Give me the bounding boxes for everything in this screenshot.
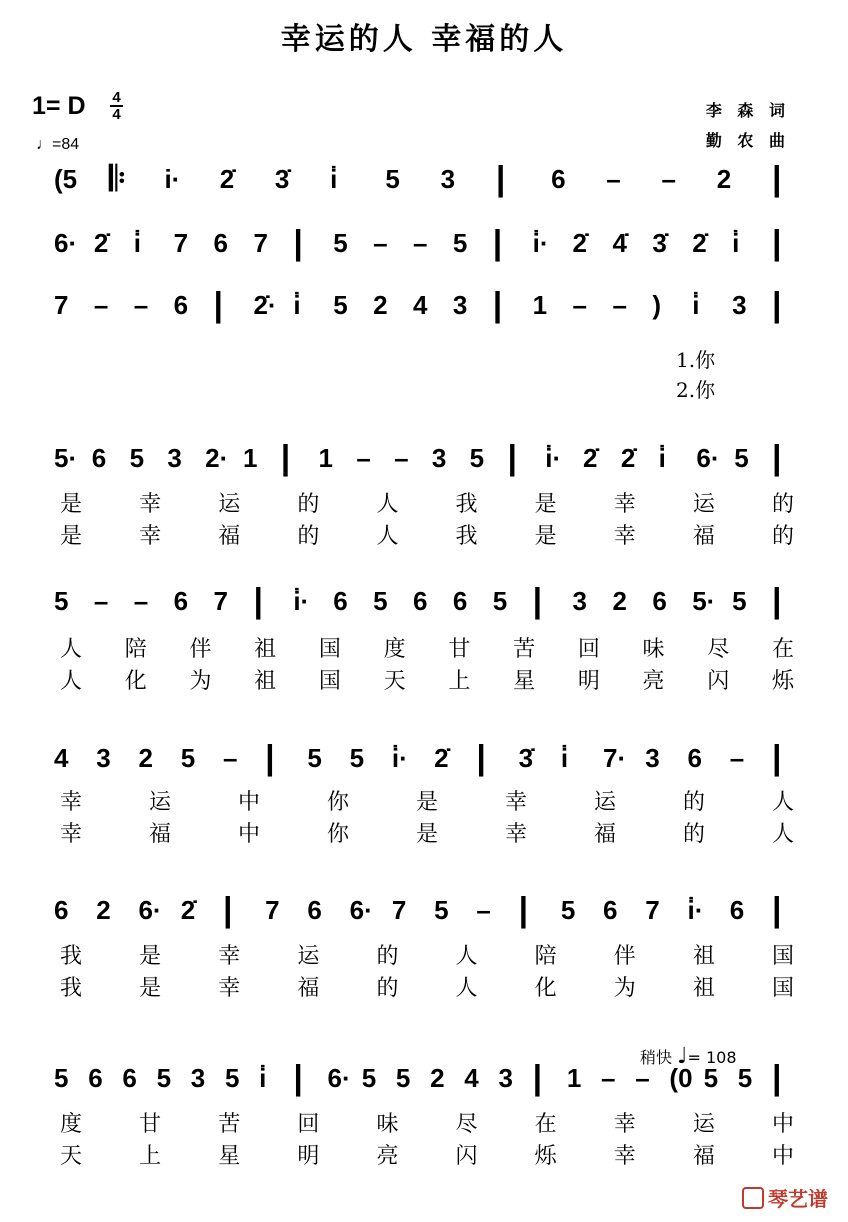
lyric-syllable: 的 bbox=[297, 492, 320, 517]
note: 1 bbox=[566, 1063, 582, 1093]
lyric-syllable: 亮 bbox=[642, 669, 665, 694]
note: i̇ bbox=[560, 743, 569, 773]
note: 6 bbox=[173, 290, 189, 320]
note: i̇ bbox=[133, 228, 141, 258]
barline: | bbox=[772, 439, 782, 477]
lyric-syllable: 苦 bbox=[513, 637, 536, 662]
note: – bbox=[356, 443, 371, 473]
song-title: 幸运的人 幸福的人 bbox=[280, 22, 568, 57]
barline: | bbox=[772, 1059, 782, 1097]
lyric-syllable: 为 bbox=[189, 669, 212, 694]
note: i̇ bbox=[330, 164, 338, 194]
note: 6 bbox=[54, 895, 69, 925]
note: 6 bbox=[213, 228, 229, 258]
note: 5 bbox=[452, 228, 468, 258]
barline: | bbox=[492, 224, 503, 262]
note: i̇· bbox=[293, 586, 310, 616]
lyricist-credit: 李 森 词 bbox=[705, 101, 790, 120]
barline: | bbox=[772, 891, 782, 929]
note: ) bbox=[652, 290, 661, 320]
note: – bbox=[93, 586, 109, 616]
note: 7· bbox=[603, 743, 627, 773]
tempo-marking bbox=[36, 136, 79, 154]
score-line bbox=[0, 160, 848, 224]
lyric-syllable: 幸 bbox=[505, 822, 528, 847]
note: 2̇ bbox=[434, 743, 449, 773]
lyric-syllable: 你 bbox=[327, 822, 350, 847]
note: 5 bbox=[224, 1063, 240, 1093]
note: 5 bbox=[54, 1063, 69, 1093]
note: 3 bbox=[190, 1063, 206, 1093]
note: 3 bbox=[431, 443, 447, 473]
lyric-syllable: 人 bbox=[376, 492, 399, 517]
note: – bbox=[606, 164, 621, 194]
lyric-syllable: 幸 bbox=[613, 524, 636, 549]
note: 5 bbox=[560, 895, 576, 925]
barline: | bbox=[265, 739, 275, 777]
note: 5 bbox=[385, 164, 400, 194]
note: 5· bbox=[692, 586, 716, 616]
lyric-syllable: 幸 bbox=[139, 524, 162, 549]
barline: | bbox=[772, 286, 782, 324]
note: 5 bbox=[492, 586, 508, 616]
lyric-syllable: 是 bbox=[416, 822, 439, 847]
note: i̇ bbox=[259, 1063, 267, 1093]
watermark bbox=[742, 1183, 828, 1212]
note: 4 bbox=[464, 1063, 479, 1093]
note: – bbox=[661, 164, 676, 194]
note: 5 bbox=[333, 228, 348, 258]
barline: | bbox=[532, 1059, 543, 1097]
lyric-syllable: 我 bbox=[60, 976, 83, 1001]
note: 3 bbox=[440, 164, 456, 194]
barline: | bbox=[532, 582, 543, 620]
note: – bbox=[394, 443, 409, 473]
lyric-syllable: 闪 bbox=[707, 669, 730, 694]
lyric-syllable: 的 bbox=[376, 944, 399, 969]
lyric-syllable: 闪 bbox=[455, 1144, 478, 1169]
lyric-syllable: 国 bbox=[772, 944, 795, 969]
lyric-syllable: 祖 bbox=[692, 976, 715, 1001]
lyric-syllable: 星 bbox=[513, 669, 536, 694]
note: 5 bbox=[734, 443, 749, 473]
note: 5 bbox=[361, 1063, 377, 1093]
lyric-syllable: 运 bbox=[692, 492, 715, 517]
lyric-syllable: 化 bbox=[124, 669, 147, 694]
barline: | bbox=[213, 286, 224, 324]
lyric-syllable: 陪 bbox=[124, 637, 147, 662]
note: 6· bbox=[54, 228, 78, 258]
note: – bbox=[413, 228, 428, 258]
lyric-syllable: 祖 bbox=[254, 669, 277, 694]
barline: 𝄆 bbox=[109, 160, 126, 198]
barline: | bbox=[253, 582, 263, 620]
lyric-syllable: 我 bbox=[455, 492, 478, 517]
lyric-syllable: 人 bbox=[455, 976, 478, 1001]
lyric-syllable: 烁 bbox=[772, 669, 795, 694]
note: i̇· bbox=[391, 743, 408, 773]
note: 7 bbox=[391, 895, 407, 925]
lyric-syllable: 幸 bbox=[218, 976, 241, 1001]
volta-first-ending: 1.你 bbox=[676, 348, 716, 372]
note: i· bbox=[164, 164, 181, 194]
lyric-syllable: 福 bbox=[218, 524, 241, 549]
lyric-syllable: 幸 bbox=[505, 790, 528, 815]
lyric-syllable: 祖 bbox=[254, 637, 277, 662]
note: 7 bbox=[173, 228, 189, 258]
lyric-syllable: 幸 bbox=[60, 822, 83, 847]
lyric-syllable: 国 bbox=[772, 976, 795, 1001]
note: – bbox=[373, 228, 388, 258]
lyric-syllable: 我 bbox=[60, 944, 83, 969]
note: 6 bbox=[88, 1063, 103, 1093]
lyric-syllable: 福 bbox=[297, 976, 320, 1001]
note: 7 bbox=[213, 586, 229, 616]
note: 5 bbox=[333, 290, 348, 320]
note: 6 bbox=[307, 895, 322, 925]
note: 4 bbox=[54, 743, 69, 773]
lyric-syllable: 幸 bbox=[613, 1112, 636, 1137]
lyric-syllable: 上 bbox=[139, 1144, 162, 1169]
lyric-syllable: 尽 bbox=[455, 1112, 478, 1137]
lyric-syllable: 味 bbox=[376, 1112, 399, 1137]
note: 7 bbox=[54, 290, 69, 320]
lyric-syllable: 幸 bbox=[613, 492, 636, 517]
lyric-syllable: 福 bbox=[692, 524, 715, 549]
lyric-syllable: 的 bbox=[376, 976, 399, 1001]
note: – bbox=[612, 290, 627, 320]
lyric-syllable: 运 bbox=[297, 944, 320, 969]
lyric-syllable: 国 bbox=[318, 669, 341, 694]
score-line bbox=[0, 1059, 848, 1169]
note: 3 bbox=[572, 586, 588, 616]
note: 5 bbox=[156, 1063, 172, 1093]
speed-change-value: = 108 bbox=[687, 1048, 737, 1067]
lyric-syllable: 人 bbox=[60, 637, 83, 662]
note: 2 bbox=[430, 1063, 445, 1093]
note: 2 bbox=[373, 290, 388, 320]
barline: | bbox=[772, 582, 782, 620]
note: 3 bbox=[732, 290, 747, 320]
note: 4̇ bbox=[612, 228, 627, 258]
lyric-syllable: 回 bbox=[577, 637, 600, 662]
note: i̇ bbox=[293, 290, 301, 320]
note: 6 bbox=[603, 895, 618, 925]
lyric-syllable: 是 bbox=[534, 492, 557, 517]
lyric-syllable: 运 bbox=[218, 492, 241, 517]
lyric-syllable: 甘 bbox=[139, 1112, 162, 1137]
note: i̇ bbox=[658, 443, 666, 473]
note: – bbox=[572, 290, 588, 320]
lyric-syllable: 回 bbox=[297, 1112, 320, 1137]
note: 7 bbox=[645, 895, 660, 925]
lyric-syllable: 幸 bbox=[60, 790, 83, 815]
lyric-syllable: 上 bbox=[448, 669, 471, 694]
note: 5 bbox=[307, 743, 322, 773]
note: 5· bbox=[54, 443, 78, 473]
lyric-syllable: 的 bbox=[772, 492, 795, 517]
note: 4 bbox=[413, 290, 428, 320]
lyric-syllable: 陪 bbox=[534, 944, 557, 969]
note: 6 bbox=[333, 586, 348, 616]
note: 2̇ bbox=[692, 228, 707, 258]
note: i̇· bbox=[545, 443, 562, 473]
lyric-syllable: 度 bbox=[383, 637, 406, 662]
key-signature: 1= D bbox=[32, 92, 86, 120]
note: 1 bbox=[532, 290, 548, 320]
quarter-note-icon: ♩ bbox=[36, 136, 52, 153]
lyric-syllable: 福 bbox=[594, 822, 617, 847]
note: – bbox=[729, 743, 745, 773]
note: 5 bbox=[732, 586, 747, 616]
lyric-syllable: 是 bbox=[534, 524, 557, 549]
lyric-syllable: 国 bbox=[318, 637, 341, 662]
barline: | bbox=[293, 1059, 303, 1097]
lyric-syllable: 度 bbox=[60, 1112, 83, 1137]
note: 6· bbox=[349, 895, 373, 925]
lyric-syllable: 幸 bbox=[613, 1144, 636, 1169]
lyric-syllable: 天 bbox=[60, 1144, 83, 1169]
lyric-syllable: 在 bbox=[534, 1112, 557, 1137]
note: 2̇ bbox=[93, 228, 109, 258]
lyric-syllable: 为 bbox=[613, 976, 636, 1001]
lyric-syllable: 幸 bbox=[139, 492, 162, 517]
note: 6 bbox=[687, 743, 702, 773]
lyric-syllable: 中 bbox=[772, 1112, 795, 1137]
lyric-syllable: 明 bbox=[577, 669, 600, 694]
note: – bbox=[476, 895, 491, 925]
lyric-syllable: 是 bbox=[139, 976, 162, 1001]
lyric-syllable: 人 bbox=[376, 524, 399, 549]
lyric-syllable: 的 bbox=[772, 524, 795, 549]
note: 3̇ bbox=[274, 164, 290, 194]
note: 3̇ bbox=[518, 743, 534, 773]
lyric-syllable: 的 bbox=[297, 524, 320, 549]
lyric-syllable: 你 bbox=[327, 790, 350, 815]
note: 6 bbox=[729, 895, 745, 925]
note: 3 bbox=[452, 290, 468, 320]
note: 3̇ bbox=[652, 228, 667, 258]
note: (5 bbox=[54, 164, 78, 194]
lyric-syllable: 是 bbox=[416, 790, 439, 815]
note: 5 bbox=[54, 586, 69, 616]
note: 5 bbox=[349, 743, 365, 773]
note: 1 bbox=[242, 443, 258, 473]
note: – bbox=[601, 1063, 616, 1093]
lyric-syllable: 福 bbox=[692, 1144, 715, 1169]
lyric-syllable: 人 bbox=[772, 790, 795, 815]
lyric-syllable: 甘 bbox=[448, 637, 471, 662]
note: – bbox=[635, 1063, 650, 1093]
note: 7 bbox=[253, 228, 268, 258]
note: 2 bbox=[716, 164, 732, 194]
volta-second-ending: 2.你 bbox=[676, 378, 716, 402]
barline: | bbox=[492, 286, 503, 324]
lyric-syllable: 在 bbox=[772, 637, 795, 662]
note: 6 bbox=[413, 586, 428, 616]
note: 2̇· bbox=[253, 290, 277, 320]
lyric-syllable: 祖 bbox=[692, 944, 715, 969]
lyric-syllable: 运 bbox=[692, 1112, 715, 1137]
note: 5 bbox=[373, 586, 388, 616]
lyric-syllable: 星 bbox=[218, 1144, 241, 1169]
barline: | bbox=[280, 439, 291, 477]
time-signature-bottom: 4 bbox=[112, 106, 121, 123]
lyric-syllable: 亮 bbox=[376, 1144, 399, 1169]
lyric-syllable: 尽 bbox=[707, 637, 730, 662]
logo-icon bbox=[742, 1187, 764, 1209]
lyric-syllable: 中 bbox=[238, 822, 261, 847]
note: 6· bbox=[327, 1063, 351, 1093]
lyric-syllable: 幸 bbox=[218, 944, 241, 969]
note: 6 bbox=[551, 164, 566, 194]
lyric-syllable: 我 bbox=[455, 524, 478, 549]
lyric-syllable: 的 bbox=[683, 790, 706, 815]
tempo-value: =84 bbox=[52, 136, 80, 153]
note: 2 bbox=[612, 586, 627, 616]
note: 6 bbox=[652, 586, 667, 616]
lyric-syllable: 天 bbox=[383, 669, 406, 694]
lyric-syllable: 中 bbox=[238, 790, 261, 815]
note: 5 bbox=[737, 1063, 753, 1093]
note: 6 bbox=[91, 443, 107, 473]
note: 6 bbox=[122, 1063, 137, 1093]
note: 2· bbox=[205, 443, 229, 473]
composer-credit: 勤 农 曲 bbox=[705, 131, 790, 150]
note: i̇· bbox=[687, 895, 704, 925]
lyric-syllable: 伴 bbox=[613, 944, 636, 969]
lyric-syllable: 是 bbox=[139, 944, 162, 969]
barline: | bbox=[518, 891, 529, 929]
lyric-syllable: 是 bbox=[60, 524, 83, 549]
score-line bbox=[0, 439, 848, 549]
lyric-syllable: 运 bbox=[149, 790, 172, 815]
note: 2̇ bbox=[180, 895, 196, 925]
barline: | bbox=[495, 160, 506, 198]
score-line bbox=[0, 739, 848, 847]
score-line bbox=[0, 286, 848, 350]
barline: | bbox=[772, 739, 782, 777]
lyric-syllable: 人 bbox=[455, 944, 478, 969]
note: 6 bbox=[452, 586, 468, 616]
lyric-syllable: 苦 bbox=[218, 1112, 241, 1137]
note: 3 bbox=[167, 443, 182, 473]
barline: | bbox=[293, 224, 303, 262]
note: 5 bbox=[469, 443, 485, 473]
note: 7 bbox=[265, 895, 280, 925]
lyric-syllable: 明 bbox=[297, 1144, 320, 1169]
quarter-note-icon: ♩ bbox=[677, 1044, 688, 1069]
barline: | bbox=[772, 224, 782, 262]
barline: | bbox=[476, 739, 486, 777]
lyric-syllable: 烁 bbox=[534, 1144, 557, 1169]
note: 2̇ bbox=[620, 443, 636, 473]
time-signature-top: 4 bbox=[112, 89, 121, 106]
note: – bbox=[93, 290, 109, 320]
note: i̇· bbox=[532, 228, 549, 258]
note: 2̇ bbox=[583, 443, 598, 473]
lyric-syllable: 伴 bbox=[189, 637, 212, 662]
note: 3 bbox=[498, 1063, 513, 1093]
note: 2 bbox=[138, 743, 153, 773]
barline: | bbox=[507, 439, 517, 477]
time-signature bbox=[110, 90, 123, 122]
note: – bbox=[222, 743, 238, 773]
lyric-syllable: 人 bbox=[772, 822, 795, 847]
lyric-syllable: 是 bbox=[60, 492, 83, 517]
note: 2̇ bbox=[219, 164, 235, 194]
lyric-syllable: 运 bbox=[594, 790, 617, 815]
speed-change-label: 稍快 bbox=[640, 1048, 673, 1067]
note: 5 bbox=[703, 1063, 719, 1093]
note: 6· bbox=[696, 443, 720, 473]
note: (0 bbox=[669, 1063, 693, 1093]
note: 6 bbox=[173, 586, 189, 616]
note: i̇ bbox=[732, 228, 740, 258]
lyric-syllable: 福 bbox=[149, 822, 172, 847]
barline: | bbox=[222, 891, 233, 929]
note: i̇ bbox=[692, 290, 700, 320]
lyric-syllable: 人 bbox=[60, 669, 83, 694]
note: 5 bbox=[395, 1063, 411, 1093]
note: – bbox=[133, 586, 149, 616]
note: 5 bbox=[129, 443, 145, 473]
note: 1 bbox=[318, 443, 333, 473]
note: 5 bbox=[180, 743, 196, 773]
score-line bbox=[0, 891, 848, 1001]
note: 3 bbox=[96, 743, 111, 773]
lyric-syllable: 中 bbox=[772, 1144, 795, 1169]
score-line bbox=[0, 224, 848, 288]
lyric-syllable: 的 bbox=[683, 822, 706, 847]
lyric-syllable: 化 bbox=[534, 976, 557, 1001]
note: 2 bbox=[96, 895, 111, 925]
note: 5 bbox=[434, 895, 449, 925]
note: 2̇ bbox=[572, 228, 588, 258]
score-line bbox=[0, 582, 848, 694]
lyric-syllable: 味 bbox=[642, 637, 665, 662]
note: 6· bbox=[138, 895, 162, 925]
barline: | bbox=[772, 160, 782, 198]
note: 3 bbox=[645, 743, 660, 773]
watermark-text: 琴艺谱 bbox=[768, 1187, 828, 1211]
note: – bbox=[133, 290, 149, 320]
